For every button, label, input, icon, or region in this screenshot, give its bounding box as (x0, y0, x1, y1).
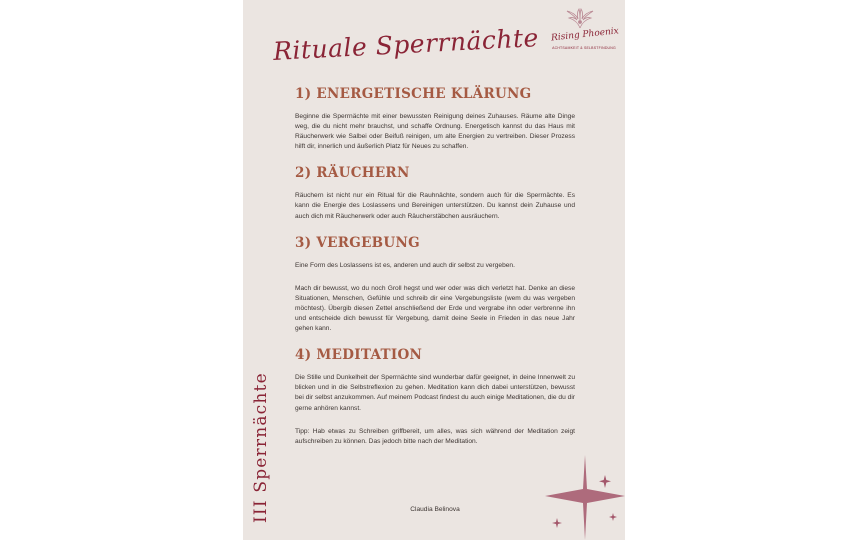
phoenix-icon (565, 8, 595, 30)
section-heading: 4) MEDITATION (295, 347, 423, 364)
signature: Claudia Belinova (410, 506, 460, 513)
section-paragraph: Mach dir bewusst, wo du noch Groll hegst und wer oder was dich verletzt hat. Denke an diese Situationen, Menschen, Gefühle und schreib dir eine Vergebungsliste (wem du was vergeben möchtest). Übergib diesen Zettel anschließend der Erde und vergrabe ihn oder verbrenne ihn und entscheide dich bewusst für Vergebung, damit deine Seele in Frieden in das neue Jahr gehen kann. (295, 284, 575, 333)
section-paragraph: Die Stille und Dunkelheit der Sperrnächte sind wunderbar dafür geeignet, in deine Innenwelt zu blicken und in die Selbstreflexion zu gehen. Meditation kann dich dabei unterstützen, bewusst bei dir selbst anzukommen. Auf meinem Podcast findest du auch einige Meditationen, die du dir gerne anhören kannst. (295, 374, 575, 412)
section-paragraph: Beginne die Sperrnächte mit einer bewussten Reinigung deines Zuhauses. Räume alte Dinge weg, die du nicht mehr brauchst, und schaffe Ordnung. Energetisch kannst du das Haus mit Räucherwerk wie Salbei oder Beifuß reinigen, um alte Energien zu vertreiben. Dieser Prozess hilft dir, innerlich und äußerlich Platz für Neues zu schaffen. (295, 113, 575, 151)
section-paragraph: Eine Form des Loslassens ist es, anderen und auch dir selbst zu vergeben. (295, 261, 515, 269)
sparkle-stars-icon (543, 455, 625, 540)
logo-subtitle: ACHTSAMKEIT & SELBSTFINDUNG (552, 46, 616, 50)
logo-name: Rising Phoenix (550, 26, 620, 44)
section-heading: 1) ENERGETISCHE KLÄRUNG (295, 86, 532, 102)
section-paragraph: Tipp: Hab etwas zu Schreiben griffbereit, um alles, was sich während der Meditation zeigt aufschreiben zu können. Das jedoch bitte nach der Meditation. (295, 427, 575, 445)
section-paragraph: Räuchern ist nicht nur ein Ritual für die Rauhnächte, sondern auch für die Sperrnächte. Es kann die Energie des Loslassens und Bereinigen unterstützen. Du kannst dein Zuhause und auch dich mit Räucherwerk oder auch Räucherstäbchen ausräuchern. (295, 192, 575, 220)
section-heading: 2) RÄUCHERN (295, 165, 410, 182)
side-title: III Sperrnächte (251, 372, 271, 523)
document-page (243, 0, 625, 540)
page-title: Rituale Sperrnächte (272, 23, 540, 66)
section-heading: 3) VERGEBUNG (295, 234, 420, 251)
brand-logo (550, 8, 620, 56)
content-area (295, 86, 575, 447)
